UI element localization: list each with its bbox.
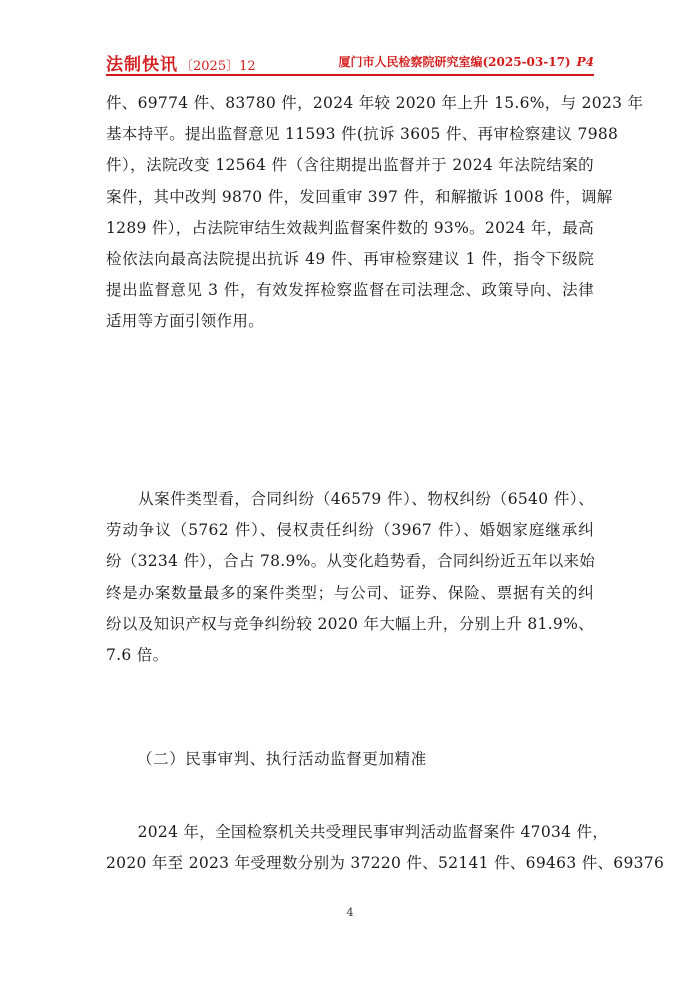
page-number: 4 (346, 906, 354, 919)
text-line: 2020 年至 2023 年受理数分别为 37220 件、52141 件、69463 件、69376 (106, 854, 665, 873)
text-line: 终是办案数量最多的案件类型；与公司、证券、保险、票据有关的纠 (106, 583, 594, 602)
editor-line: 厦门市人民检察院研究室编(2025-03-17) (338, 55, 571, 69)
text-line: 案件，其中改判 9870 件，发回重审 397 件，和解撤诉 1008 件，调解 (106, 187, 613, 206)
editor-info (339, 53, 595, 70)
text-line: 2024 年，全国检察机关共受理民事审判活动监督案件 47034 件， (106, 823, 609, 841)
body-paragraph-1 (106, 88, 644, 338)
text-line: 劳动争议（5762 件）、侵权责任纠纷（3967 件）、婚姻家庭继承纠 (106, 521, 594, 540)
text-line: 提出监督意见 3 件，有效发挥检察监督在司法理念、政策导向、法律 (106, 281, 594, 300)
page-tag: P4 (576, 55, 594, 69)
newsletter-title: 法制快讯 (106, 55, 178, 75)
issue-number: 〔2025〕12 (180, 59, 256, 74)
text-line: 纷（3234 件），合占 78.9%。从变化趋势看，合同纠纷近五年以来始 (106, 552, 596, 571)
newsletter-masthead (106, 50, 256, 75)
body-paragraph-3 (106, 817, 665, 879)
page-header (106, 50, 594, 74)
section-heading: （二）民事审判、执行活动监督更加精准 (137, 750, 427, 768)
text-line: 从案件类型看，合同纠纷（46579 件）、物权纠纷（6540 件）、 (106, 490, 594, 508)
text-line: 7.6 倍。 (106, 646, 169, 665)
text-line: 件、69774 件、83780 件，2024 年较 2020 年上升 15.6%，与 2023 年 (106, 94, 644, 112)
text-line: 基本持平。提出监督意见 11593 件(抗诉 3605 件、再审检察建议 7988 (106, 125, 619, 144)
text-line: 1289 件），占法院审结生效裁判监督案件数的 93%。2024 年，最高 (106, 218, 594, 237)
body-paragraph-2 (106, 484, 594, 671)
text-line: 检依法向最高法院提出抗诉 49 件、再审检察建议 1 件，指令下级院 (106, 250, 594, 269)
header-divider (106, 74, 594, 76)
text-line: 适用等方面引领作用。 (106, 312, 265, 331)
text-line: 纷以及知识产权与竞争纠纷较 2020 年大幅上升，分别上升 81.9%、 (106, 614, 594, 633)
text-line: 件），法院改变 12564 件（含往期提出监督并于 2024 年法院结案的 (106, 156, 594, 175)
